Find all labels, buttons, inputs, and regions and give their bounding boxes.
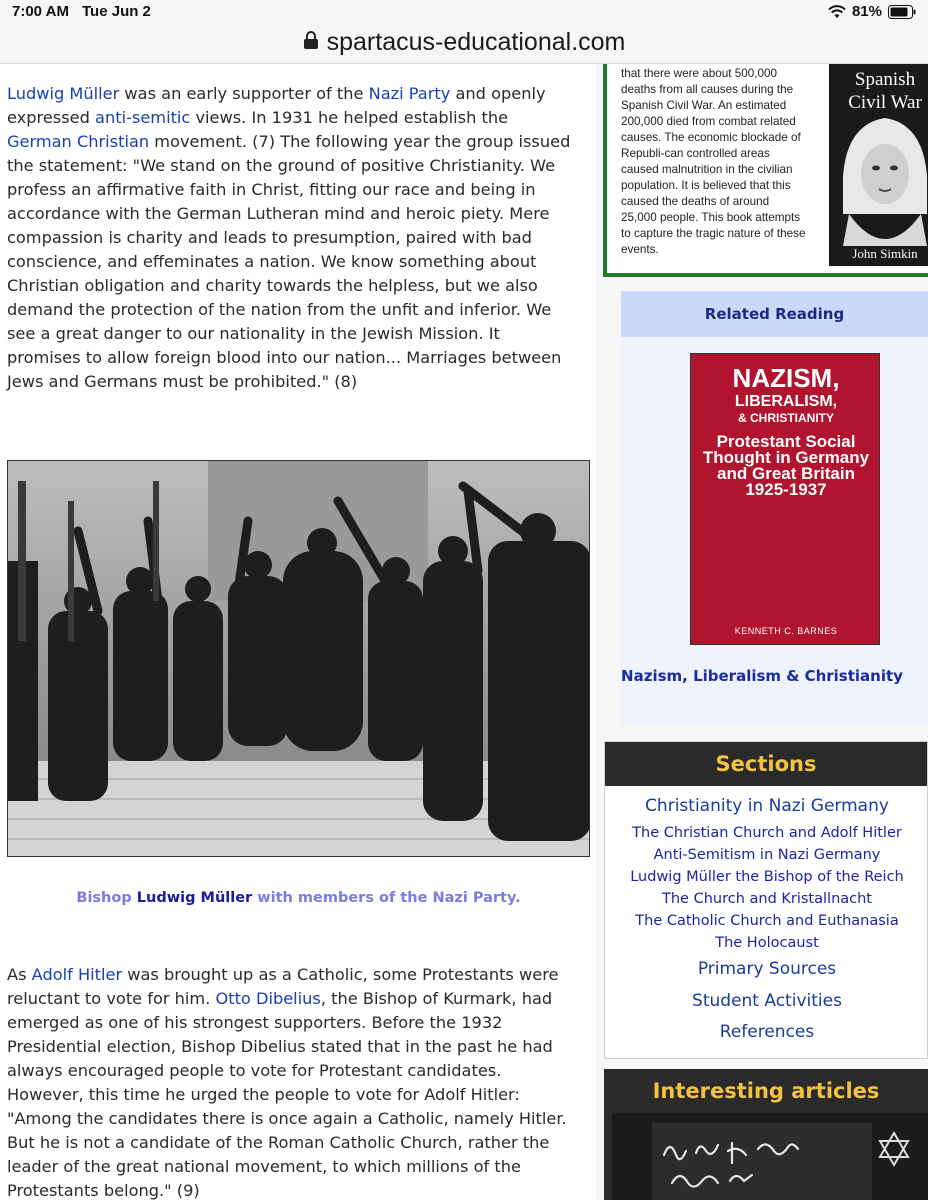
article-paragraph-2 (7, 963, 577, 1200)
inline-link[interactable]: Ludwig Müller (7, 84, 120, 103)
related-reading-heading: Related Reading (621, 291, 928, 337)
interesting-article-image[interactable] (612, 1113, 928, 1200)
section-link[interactable]: Anti-Semitism in Nazi Germany (653, 847, 881, 863)
sections-box (604, 741, 928, 1059)
paragraph-text: and openly expressed (7, 84, 546, 127)
section-link[interactable]: The Church and Kristallnacht (662, 891, 872, 907)
section-link[interactable]: The Holocaust (715, 935, 819, 951)
article-photo (7, 460, 590, 857)
section-link-references[interactable]: References (719, 1022, 815, 1042)
cover-title-1: NAZISM, (732, 363, 840, 393)
paragraph-text: views. In 1931 he helped establish the (190, 108, 509, 127)
address-bar[interactable] (0, 24, 928, 60)
book-cover-title-line-2: Civil War (848, 92, 922, 113)
book-cover-nazism-liberalism-christianity[interactable] (690, 353, 880, 645)
inline-link[interactable]: Adolf Hitler (31, 965, 123, 984)
status-date: Tue Jun 2 (82, 3, 151, 20)
paragraph-text: movement. (7) The following year the group issued the statement: "We stand on the ground of positive Christianity. We profess an affirmative faith in Christ, fitting our race and being in accordance with the German Lutheran mind and heroic piety. Mere compassion is charity and leads to presumption, paired with bad conscience, and effeminates a nation. We know something about Christian obligation and charity towards the helpless, but we also demand the protection of the nation from the unfit and inferior. We see a great danger to our nationality in the Jewish Mission. It promises to allow foreign blood into our nation... Marriages between Jews and Germans must be prohibited." (8) (7, 132, 571, 391)
wifi-icon (828, 5, 846, 19)
photo-caption (7, 890, 590, 906)
book-cover-author: John Simkin (852, 246, 918, 261)
battery-percentage: 81% (851, 3, 882, 20)
cover-title-3: & CHRISTIANITY (738, 411, 834, 425)
section-link[interactable]: The Catholic Church and Euthanasia (635, 913, 899, 929)
interesting-articles-heading: Interesting articles (652, 1079, 880, 1103)
related-reading-link[interactable]: Nazism, Liberalism & Christianity (621, 667, 903, 685)
related-reading-box (621, 291, 928, 725)
section-link[interactable]: Ludwig Müller the Bishop of the Reich (630, 869, 904, 885)
caption-text-post: with members of the Nazi Party. (252, 890, 521, 906)
url-text[interactable]: spartacus-educational.com (326, 27, 626, 56)
browser-top-bar (0, 0, 928, 64)
paragraph-text: , the Bishop of Kurmark, had emerged as one of his strongest supporters. Before the 1932 Presidential election, Bishop Dibelius stated that in the past he had always encouraged people to vote for Protestant candidates. However, this time he urged the people to vote for Adolf Hitler: "Among the candidates there is once again a Catholic, namely Hitler. But he is not a candidate of the Roman Catholic Church, rather the leader of the great national movement, to which millions of the Protestants belong." (9) (7, 989, 567, 1200)
book-advert-spanish-civil-war[interactable] (603, 64, 928, 277)
section-link-student-activities[interactable]: Student Activities (692, 990, 842, 1011)
cover-author: KENNETH C. BARNES (734, 626, 838, 636)
battery-icon (888, 5, 916, 19)
status-time: 7:00 AM (12, 3, 69, 20)
sidebar (596, 64, 928, 1200)
section-link-christianity-in-nazi-germany[interactable]: Christianity in Nazi Germany (645, 796, 889, 816)
section-link[interactable]: The Christian Church and Adolf Hitler (632, 825, 902, 841)
book-cover-title-line-1: Spanish (854, 69, 916, 90)
book-cover-spanish-civil-war[interactable] (829, 64, 928, 266)
paragraph-text: was an early supporter of the (119, 84, 369, 103)
interesting-articles-box (604, 1069, 928, 1200)
inline-link[interactable]: German Christian (7, 132, 150, 151)
section-link-primary-sources[interactable]: Primary Sources (697, 959, 837, 979)
book-advert-text: that there were about 500,000 deaths from all causes during the Spanish Civil War. An estimated 200,000 died from combat related causes. The economic blockade of Republi-can controlled areas caused malnutrition in the civilian population. It is believed that this caused the deaths of around 25,000 people. This book attempts to capture the tragic nature of these events. (621, 67, 806, 256)
lock-icon (303, 30, 319, 54)
article-paragraph-1 (7, 82, 577, 394)
inline-link[interactable]: anti-semitic (95, 108, 191, 127)
cover-title-2: LIBERALISM, (734, 393, 838, 410)
inline-link[interactable]: Otto Dibelius (215, 989, 321, 1008)
paragraph-text: was brought up as a Catholic, some Protestants were reluctant to vote for him. (7, 965, 559, 1008)
sections-heading: Sections (605, 742, 927, 786)
article-column (0, 64, 596, 1200)
caption-link-ludwig-muller[interactable]: Ludwig Müller (136, 890, 253, 906)
inline-link[interactable]: Nazi Party (368, 84, 451, 103)
cover-subtitle: Protestant Social Thought in Germany and Great Britain 1925-1937 (702, 432, 870, 499)
nurse-portrait-image (829, 64, 928, 266)
paragraph-text: As (7, 965, 32, 984)
status-indicators (828, 3, 916, 20)
caption-text-pre: Bishop (76, 890, 137, 906)
sections-list (605, 794, 928, 1049)
